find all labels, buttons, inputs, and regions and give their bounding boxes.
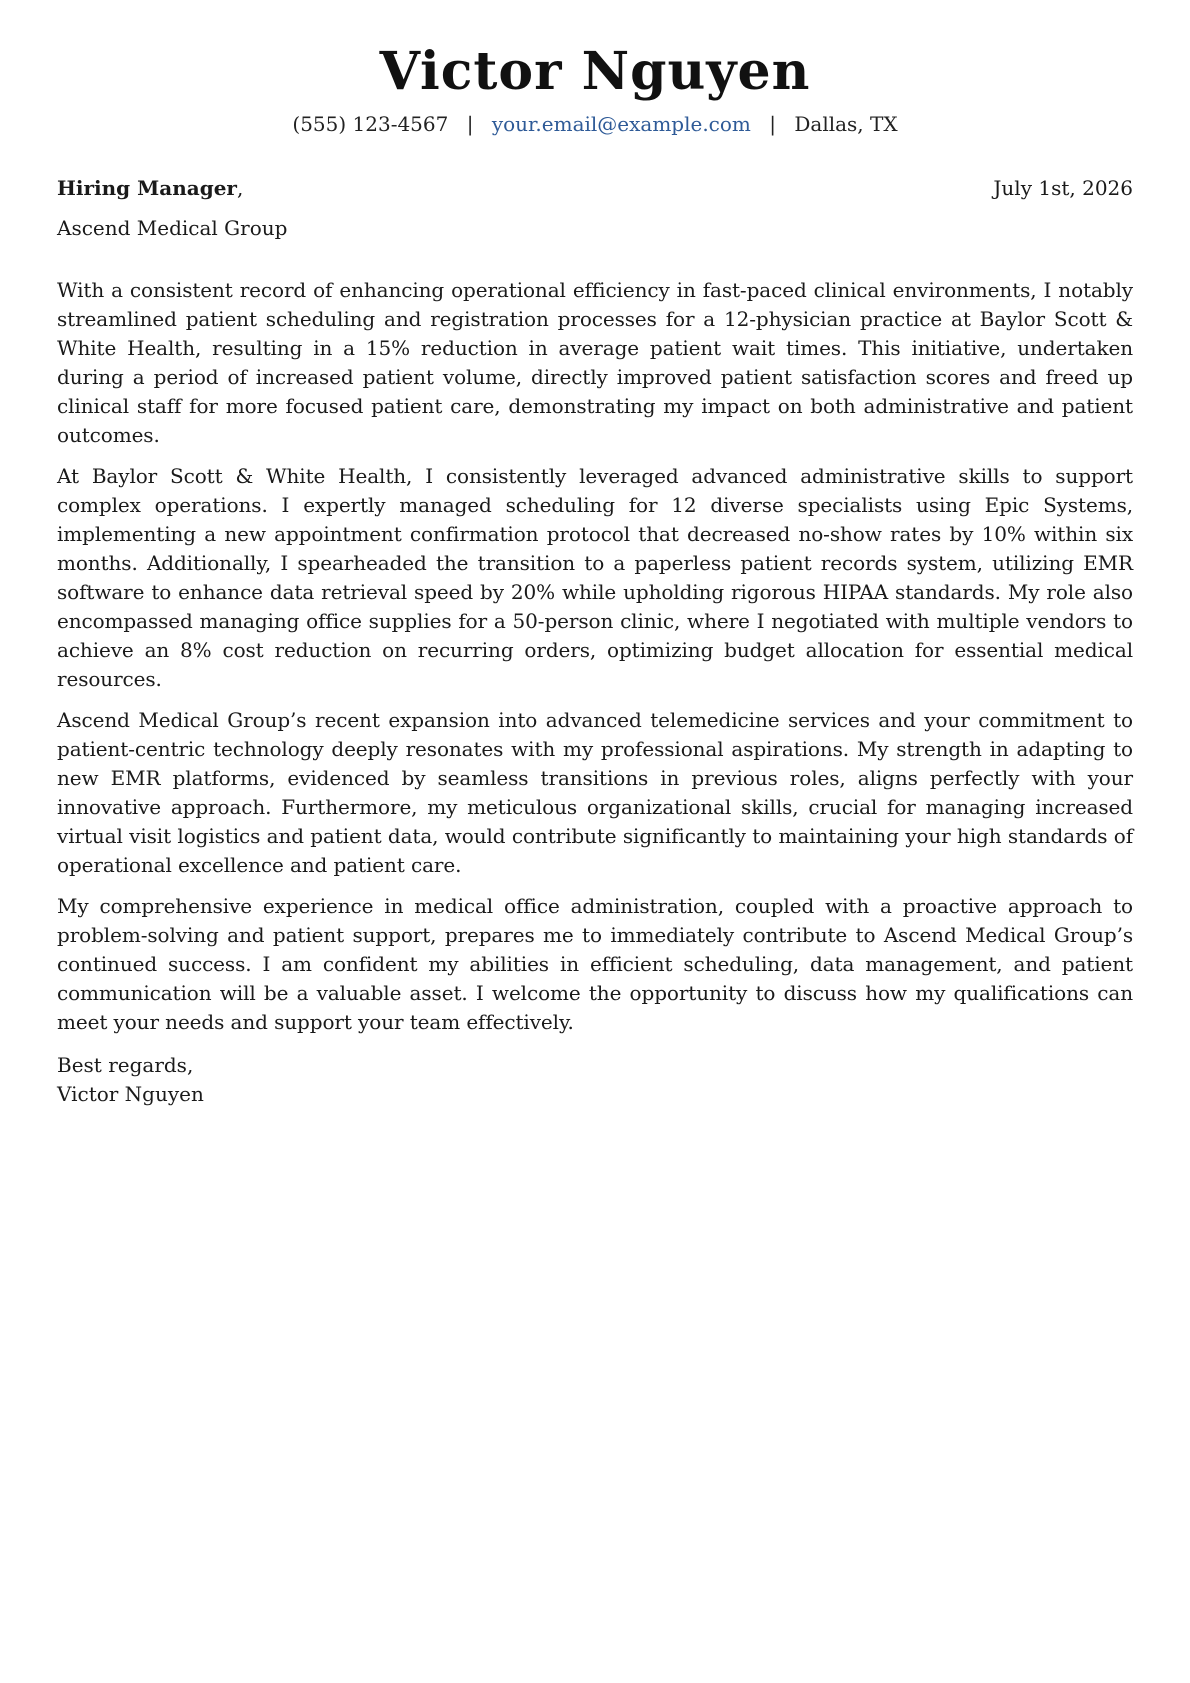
body-paragraph: Ascend Medical Group’s recent expansion into advanced telemedicine services and your commitment to patient-centric technology deeply resonates with my professional aspirations. My strength in adapting to new EMR platforms, evidenced by seamless transitions in previous roles, aligns perfectly with your innovative approach. Furthermore, my meticulous organizational skills, crucial for managing increased virtual visit logistics and patient data, would contribute significantly to maintaining your high standards of operational excellence and patient care. <box>57 708 1133 877</box>
contact-separator: | <box>769 112 776 136</box>
body-paragraph: At Baylor Scott & White Health, I consistently leveraged advanced administrative skills to support complex operations. I expertly managed scheduling for 12 diverse specialists using Epic Systems, implementing a new appointment confirmation protocol that decreased no-show rates by 10% within six months. Additionally, I spearheaded the transition to a paperless patient records system, utilizing EMR software to enhance data retrieval speed by 20% while upholding rigorous HIPAA standards. My role also encompassed managing office supplies for a 50-person clinic, where I negotiated with multiple vendors to achieve an 8% cost reduction on recurring orders, optimizing budget allocation for essential medical resources. <box>57 464 1133 691</box>
location: Dallas, TX <box>794 112 898 136</box>
body-paragraph: With a consistent record of enhancing operational efficiency in fast-paced clinical environments, I notably streamlined patient scheduling and registration processes for a 12-physician practice at Baylor Scott & White Health, resulting in a 15% reduction in average patient wait times. This initiative, undertaken during a period of increased patient volume, directly improved patient satisfaction scores and freed up clinical staff for more focused patient care, demonstrating my impact on both administrative and patient outcomes. <box>57 278 1133 447</box>
applicant-name: Victor Nguyen <box>379 41 811 102</box>
closing-salutation: Best regards, <box>57 1053 194 1077</box>
recipient-line <box>57 174 243 202</box>
email-link[interactable]: your.email@example.com <box>491 112 751 136</box>
letter-closing <box>57 1051 1133 1109</box>
contact-line <box>57 110 1133 138</box>
letter-body <box>57 276 1133 1037</box>
phone-number: (555) 123-4567 <box>292 112 449 136</box>
cover-letter-page <box>57 0 1133 1109</box>
closing-signature: Victor Nguyen <box>57 1082 204 1106</box>
contact-separator: | <box>466 112 474 136</box>
body-paragraph: My comprehensive experience in medical office administration, coupled with a proactive approach to problem-solving and patient support, prepares me to immediately contribute to Ascend Medical Group’s continued success. I am confident my abilities in efficient scheduling, data management, and patient communication will be a valuable asset. I welcome the opportunity to discuss how my qualifications can meet your needs and support your team effectively. <box>57 894 1133 1034</box>
letter-date: July 1st, 2026 <box>993 176 1133 200</box>
recipient-name-suffix: , <box>236 176 244 200</box>
recipient-name: Hiring Manager <box>57 176 237 200</box>
recipient-company: Ascend Medical Group <box>57 216 288 240</box>
recipient-date-row <box>57 174 1133 202</box>
